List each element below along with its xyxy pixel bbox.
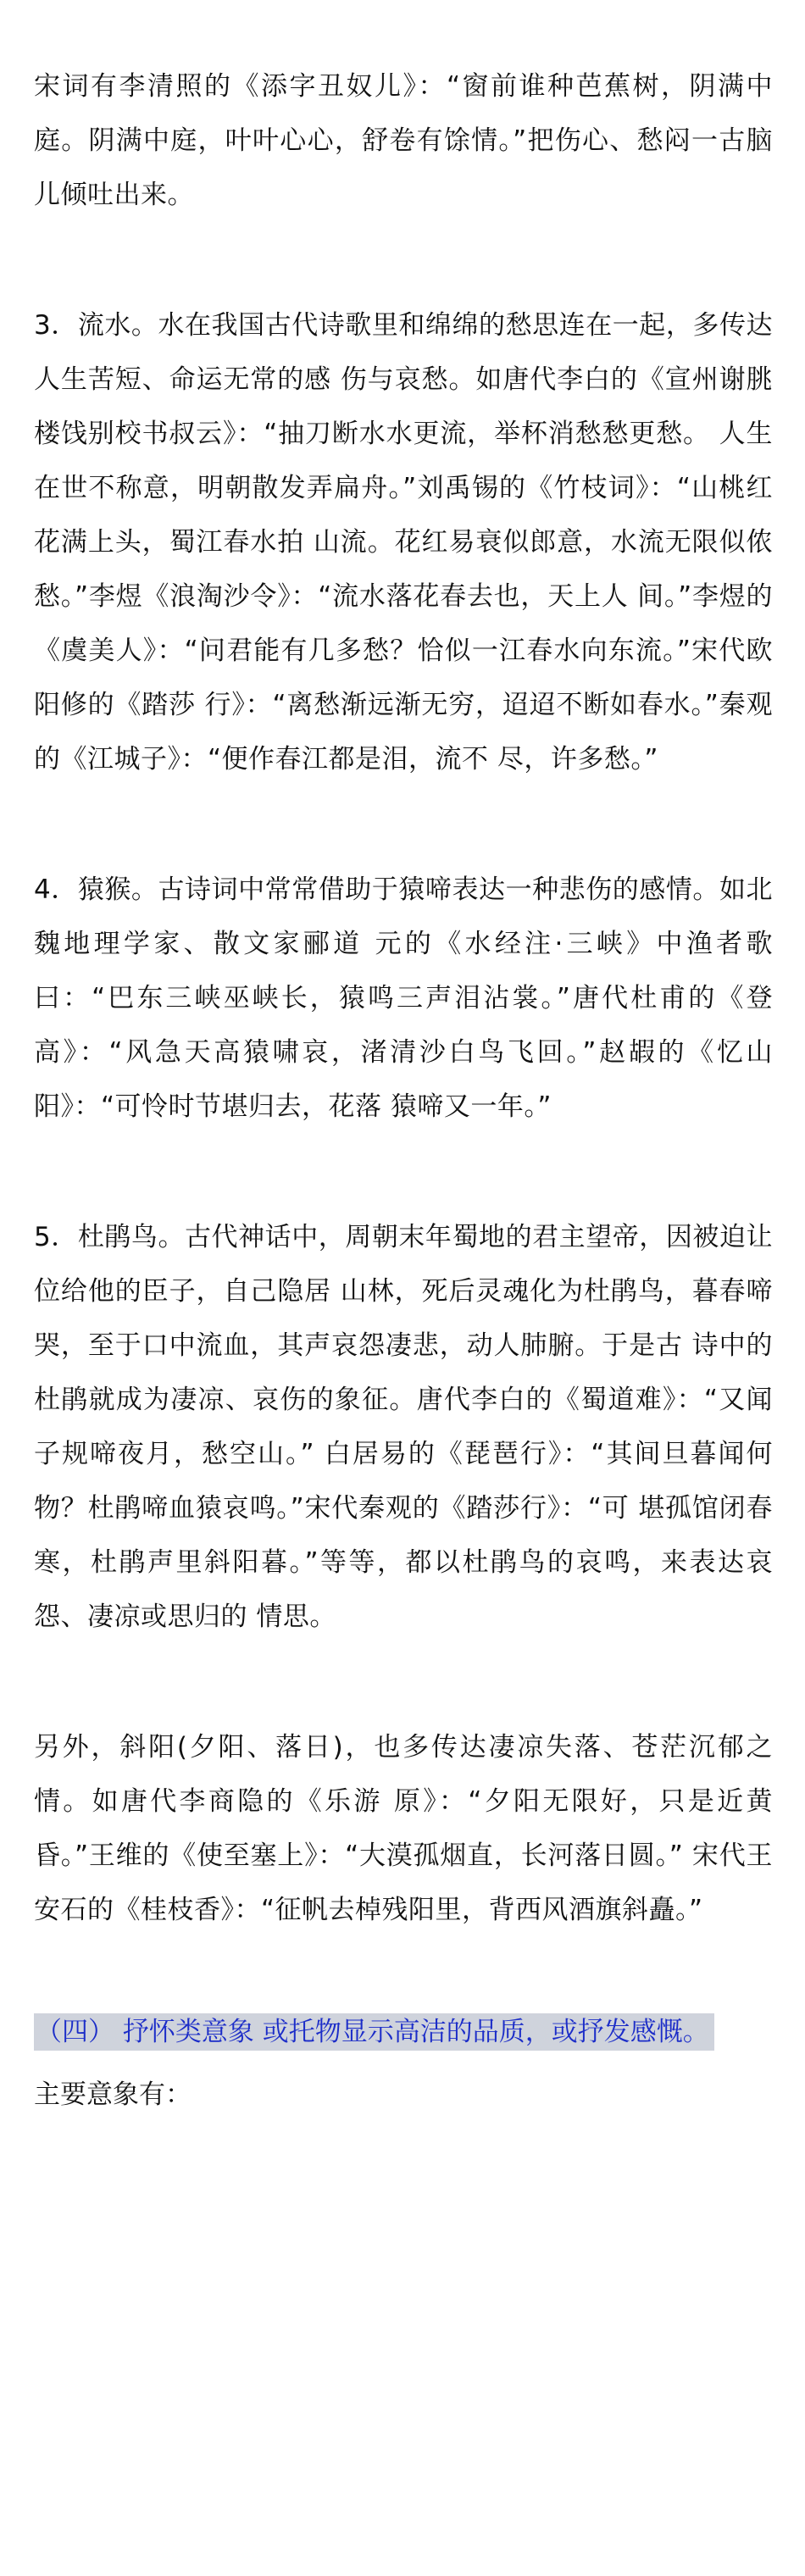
- paragraph-setting-sun: 另外，斜阳(夕阳、落日)，也多传达凄凉失落、苍茫沉郁之情。如唐代李商隐的《乐游 原》：“夕阳无限好，只是近黄昏。”王维的《使至塞上》：“大漠孤烟直，长河落日圆。” 宋代王安石的《桂枝香》：“征帆去棹残阳里，背西风酒旗斜矗。”: [34, 1732, 773, 1925]
- section-heading: （四） 抒怀类意象 或托物显示高洁的品质，或抒发感慨。: [34, 2013, 714, 2051]
- paragraph-flowing-water: 3．流水。水在我国古代诗歌里和绵绵的愁思连在一起，多传达人生苦短、命运无常的感 伤与哀愁。如唐代李白的《宣州谢朓楼饯别校书叔云》：“抽刀断水水更流，举杯消愁愁更愁。 人生在世不称意，明朝散发弄扁舟。”刘禹锡的《竹枝词》：“山桃红花满上头，蜀江春水拍 山流。花红易衰似郎意，水流无限似侬愁。”李煜《浪淘沙令》：“流水落花春去也，天上人 间。”李煜的《虞美人》：“问君能有几多愁？恰似一江春水向东流。”宋代欧阳修的《踏莎 行》：“离愁渐远渐无穷，迢迢不断如春水。”秦观的《江城子》：“便作春江都是泪，流不 尽，许多愁。”: [34, 310, 773, 774]
- subheading-main-images: 主要意象有：: [34, 2079, 192, 2110]
- paragraph-cuckoo: 5．杜鹃鸟。古代神话中，周朝末年蜀地的君主望帝，因被迫让位给他的臣子，自己隐居 山林，死后灵魂化为杜鹃鸟，暮春啼哭，至于口中流血，其声哀怨凄悲，动人肺腑。于是古 诗中的杜鹃就成为凄凉、哀伤的象征。唐代李白的《蜀道难》：“又闻子规啼夜月，愁空山。” 白居易的《琵琶行》：“其间旦暮闻何物？杜鹃啼血猿哀鸣。”宋代秦观的《踏莎行》：“可 堪孤馆闭春寒，杜鹃声里斜阳暮。”等等，都以杜鹃鸟的哀鸣，来表达哀怨、凄凉或思归的 情思。: [34, 1222, 773, 1632]
- paragraph-li-qingzhao: 宋词有李清照的《添字丑奴儿》：“窗前谁种芭蕉树，阴满中庭。阴满中庭，叶叶心心，舒卷有馀情。”把伤心、愁闷一古脑 儿倾吐出来。: [34, 71, 773, 210]
- section-heading-wrapper: [34, 2013, 773, 2069]
- paragraph-ape: 4．猿猴。古诗词中常常借助于猿啼表达一种悲伤的感情。如北魏地理学家、散文家郦道 元的《水经注·三峡》中渔者歌曰：“巴东三峡巫峡长，猿鸣三声泪沾裳。”唐代杜甫的《登 高》：“风急天高猿啸哀，渚清沙白鸟飞回。”赵嘏的《忆山阳》：“可怜时节堪归去，花落 猿啼又一年。”: [34, 874, 773, 1122]
